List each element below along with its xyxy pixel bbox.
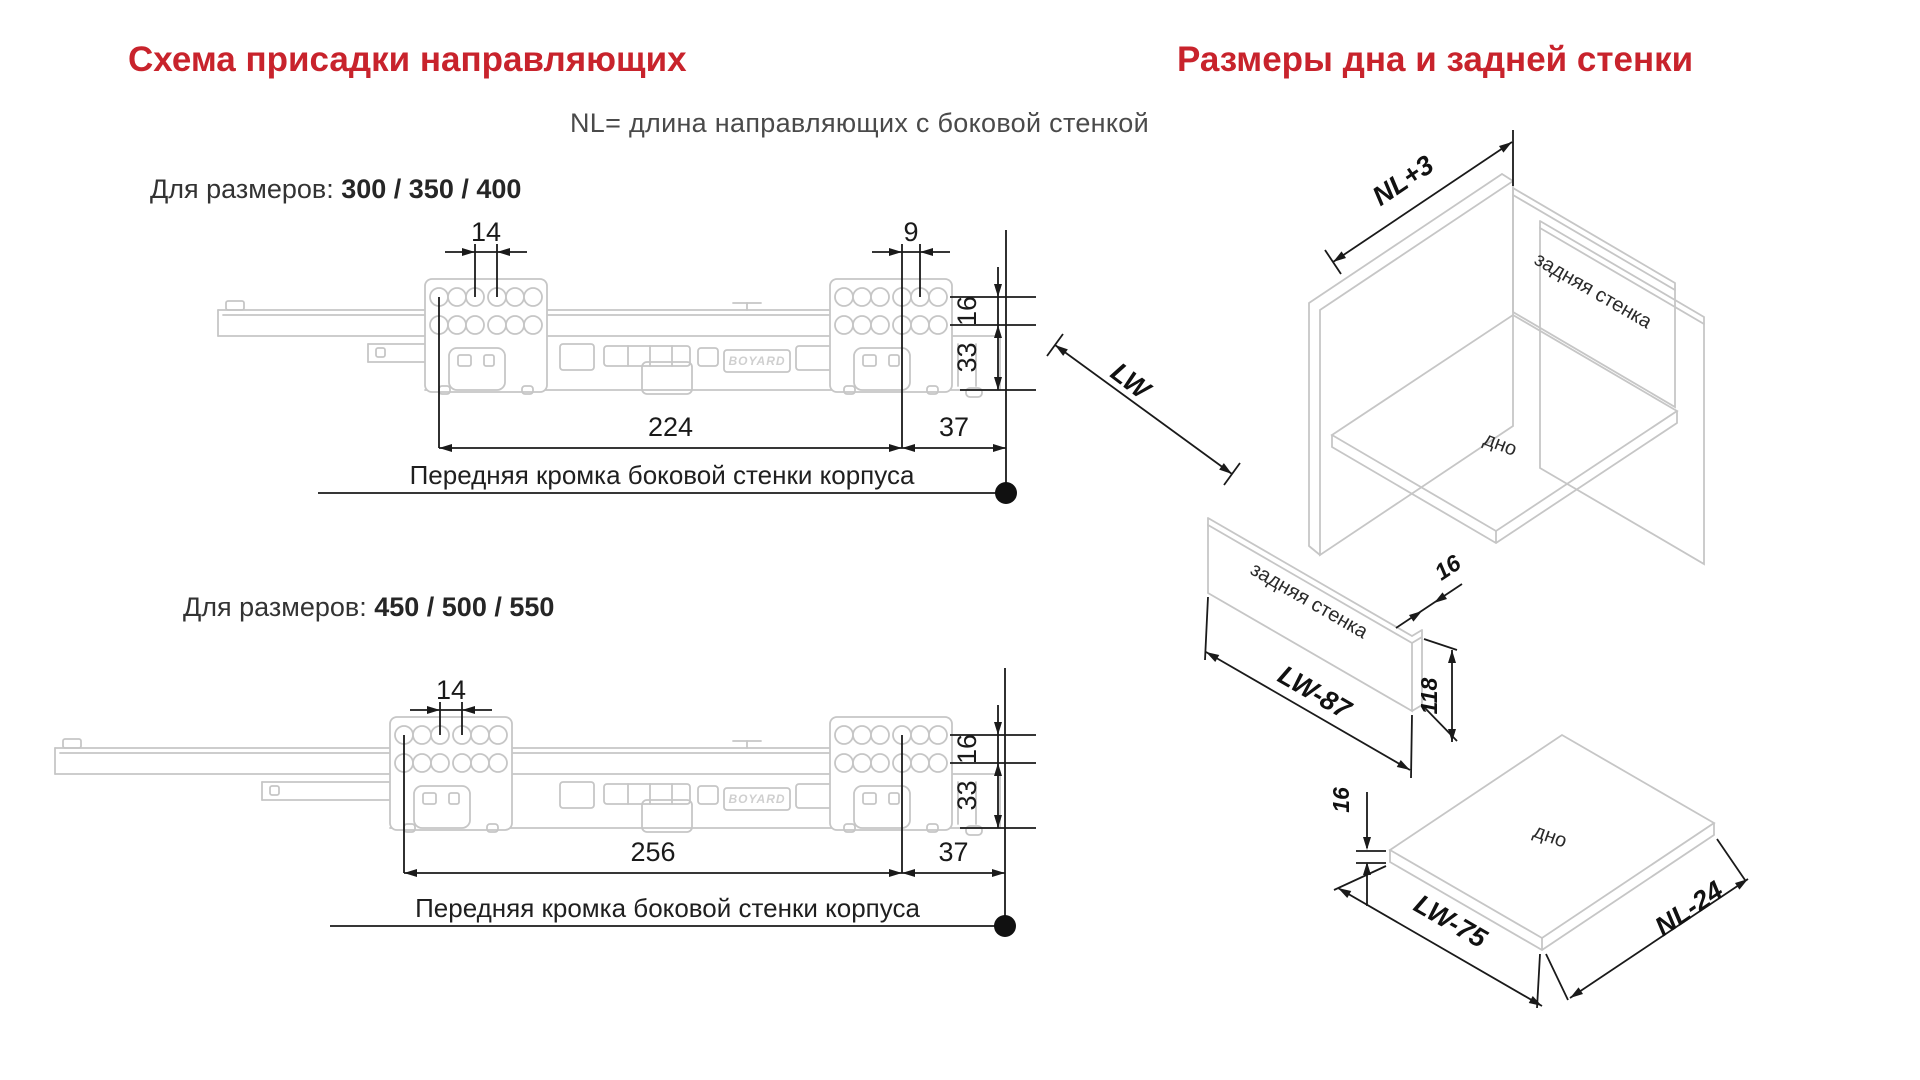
width-dim-value: LW: [1105, 356, 1156, 405]
iso-cabinet-drawing: [1047, 130, 1704, 564]
left-section-title: Схема присадки направляющих: [128, 40, 687, 79]
dim-value: 33: [952, 342, 982, 373]
bottom-label: дно: [1480, 428, 1520, 461]
iso-back-panel-drawing: [1204, 518, 1466, 778]
front-edge-label: Передняя кромка боковой стенки корпуса: [415, 893, 920, 923]
dim-value: 16: [952, 733, 982, 765]
right-section-title: Размеры дна и задней стенки: [1177, 40, 1694, 79]
back-height-dim: 118: [1416, 677, 1442, 715]
slide-drawing-300-400: [218, 217, 1036, 504]
dim-value: 37: [938, 412, 970, 442]
dim-value: 9: [903, 217, 919, 247]
dim-value: 14: [435, 675, 467, 705]
back-width-dim: LW-87: [1273, 659, 1356, 725]
size-range-prefix: Для размеров:: [150, 174, 342, 204]
iso-bottom-panel-drawing: [1328, 735, 1750, 1009]
size-range-values: 450 / 500 / 550: [374, 592, 555, 622]
front-edge-marker-dot: [995, 482, 1017, 504]
back-wall-label: задняя стенка: [1246, 558, 1372, 644]
front-edge-label: Передняя кромка боковой стенки корпуса: [409, 460, 915, 490]
dim-value: 14: [470, 217, 502, 247]
dim-value: 256: [630, 837, 676, 867]
nl-definition-note: NL= длина направляющих с боковой стенкой: [570, 108, 1149, 138]
dim-value: 37: [938, 837, 969, 867]
brand-logo: BOYARD: [728, 354, 786, 368]
bottom-depth-dim: NL-24: [1649, 875, 1729, 942]
size-range-values: 300 / 350 / 400: [341, 174, 522, 204]
slide-drawing-450-550: [55, 668, 1036, 937]
dim-value: 16: [952, 295, 982, 327]
front-edge-marker-dot: [994, 915, 1016, 937]
bottom-label: дно: [1530, 820, 1570, 853]
bottom-width-dim: LW-75: [1409, 888, 1492, 954]
back-wall-label: задняя стенка: [1530, 248, 1656, 334]
bottom-thickness-dim: 16: [1328, 787, 1354, 813]
size-range-prefix: Для размеров:: [183, 592, 375, 622]
back-thickness-dim: 16: [1429, 549, 1466, 586]
dim-value: 224: [647, 412, 694, 442]
depth-dim-value: NL+3: [1366, 149, 1440, 212]
dim-value: 33: [952, 780, 982, 811]
brand-logo: BOYARD: [728, 792, 786, 806]
